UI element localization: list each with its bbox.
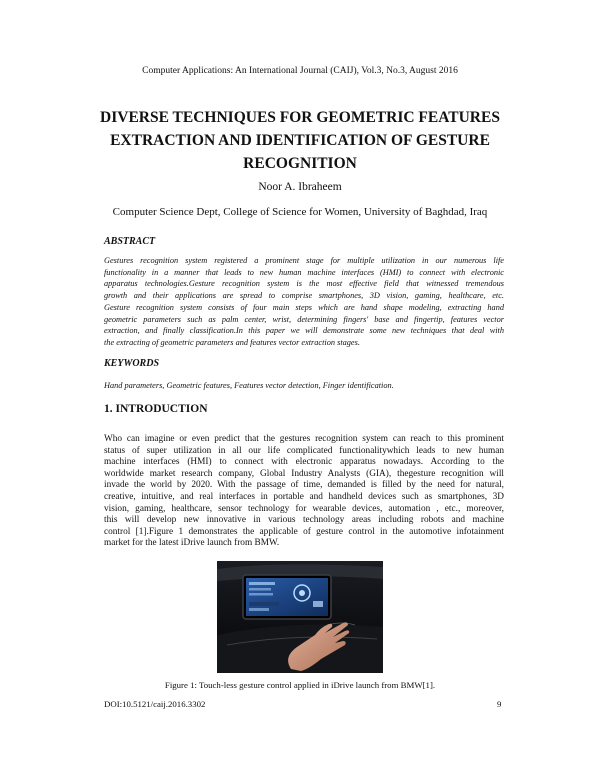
keywords-text: Hand parameters, Geometric features, Features vector detection, Finger identification. [104,381,394,390]
intro-line: machine interfaces (HMI) to connect with electronic apparatus nowadays. According to the [104,457,504,468]
title-line: EXTRACTION AND IDENTIFICATION OF GESTURE [110,132,490,149]
intro-line: this will develop new innovative in various technology areas including robots and machine [104,515,504,526]
abstract-line: apparatus technologies.Gesture recognition system is the most effective field that witnessed tremendous [104,279,504,289]
introduction-body [104,434,504,550]
abstract-line: geometric parameters such as palm center, wrist, determining fingers' base and fingertip, features vector [104,314,504,324]
abstract-line: Gesture recognition system consists of four main steps which are hand shape modeling, extracting hand [104,302,504,312]
abstract-line: functionality in a manner that leads to new human machine interfaces (HMI) to connect with electronic [104,267,504,277]
intro-line: market for the latest iDrive launch from BMW. [104,538,280,549]
abstract-line: growth and their applications are spread to comprise smartphones, 3D vision, gaming, healthcare, etc. [104,291,504,301]
abstract-line: Gestures recognition system registered a prominent stage for multiple utilization in our numerous life [104,256,504,265]
abstract-line: extraction, and finally classification.In this paper we will demonstrate some new techniques that deal with [104,326,504,336]
keywords-heading: KEYWORDS [104,358,160,369]
introduction-heading: 1. INTRODUCTION [104,403,208,415]
doi-footer: DOI:10.5121/caij.2016.3302 [104,699,206,709]
intro-line: vision, gaming, healthcare, sensor technology for wearable devices, automation , etc., moreover, [104,503,504,514]
page-number: 9 [497,699,502,709]
intro-line: control [1].Figure 1 demonstrates the applicable of gesture control in the automotive infotainment [104,526,504,537]
abstract-line: the extracting of geometric parameters and features vector extraction stages. [104,337,360,347]
intro-line: Who can imagine or even predict that the gestures recognition system can reach to this prominent [104,434,504,444]
abstract-heading: ABSTRACT [104,236,156,247]
author-name: Noor A. Ibraheem [258,181,342,193]
figure-caption: Figure 1: Touch-less gesture control applied in iDrive launch from BMW[1]. [164,680,436,690]
intro-line: creative, intuitive, and real interfaces in portable and handheld devices such as smartphones, 3D [104,491,504,502]
intro-line: invade the world by 2020. With the passage of time, demanded is filled by the need for natural, [104,480,504,491]
journal-header: Computer Applications: An International Journal (CAIJ), Vol.3, No.3, August 2016 [142,66,458,76]
car-dashboard-hand-photo [217,561,383,673]
title-line: RECOGNITION [243,155,357,172]
intro-line: worldwide market research company, Global Industry Analysts (GIA), thegesture recognition will [104,468,504,479]
abstract-body [104,255,504,349]
author-affiliation: Computer Science Dept, College of Science for Women, University of Baghdad, Iraq [112,206,488,218]
figure-illustration [217,561,383,673]
intro-line: status of super utilization in all our life complicated functionalitywhich leads to new human [104,445,504,456]
paper-title [60,106,540,175]
title-line: DIVERSE TECHNIQUES FOR GEOMETRIC FEATURES [100,109,500,126]
